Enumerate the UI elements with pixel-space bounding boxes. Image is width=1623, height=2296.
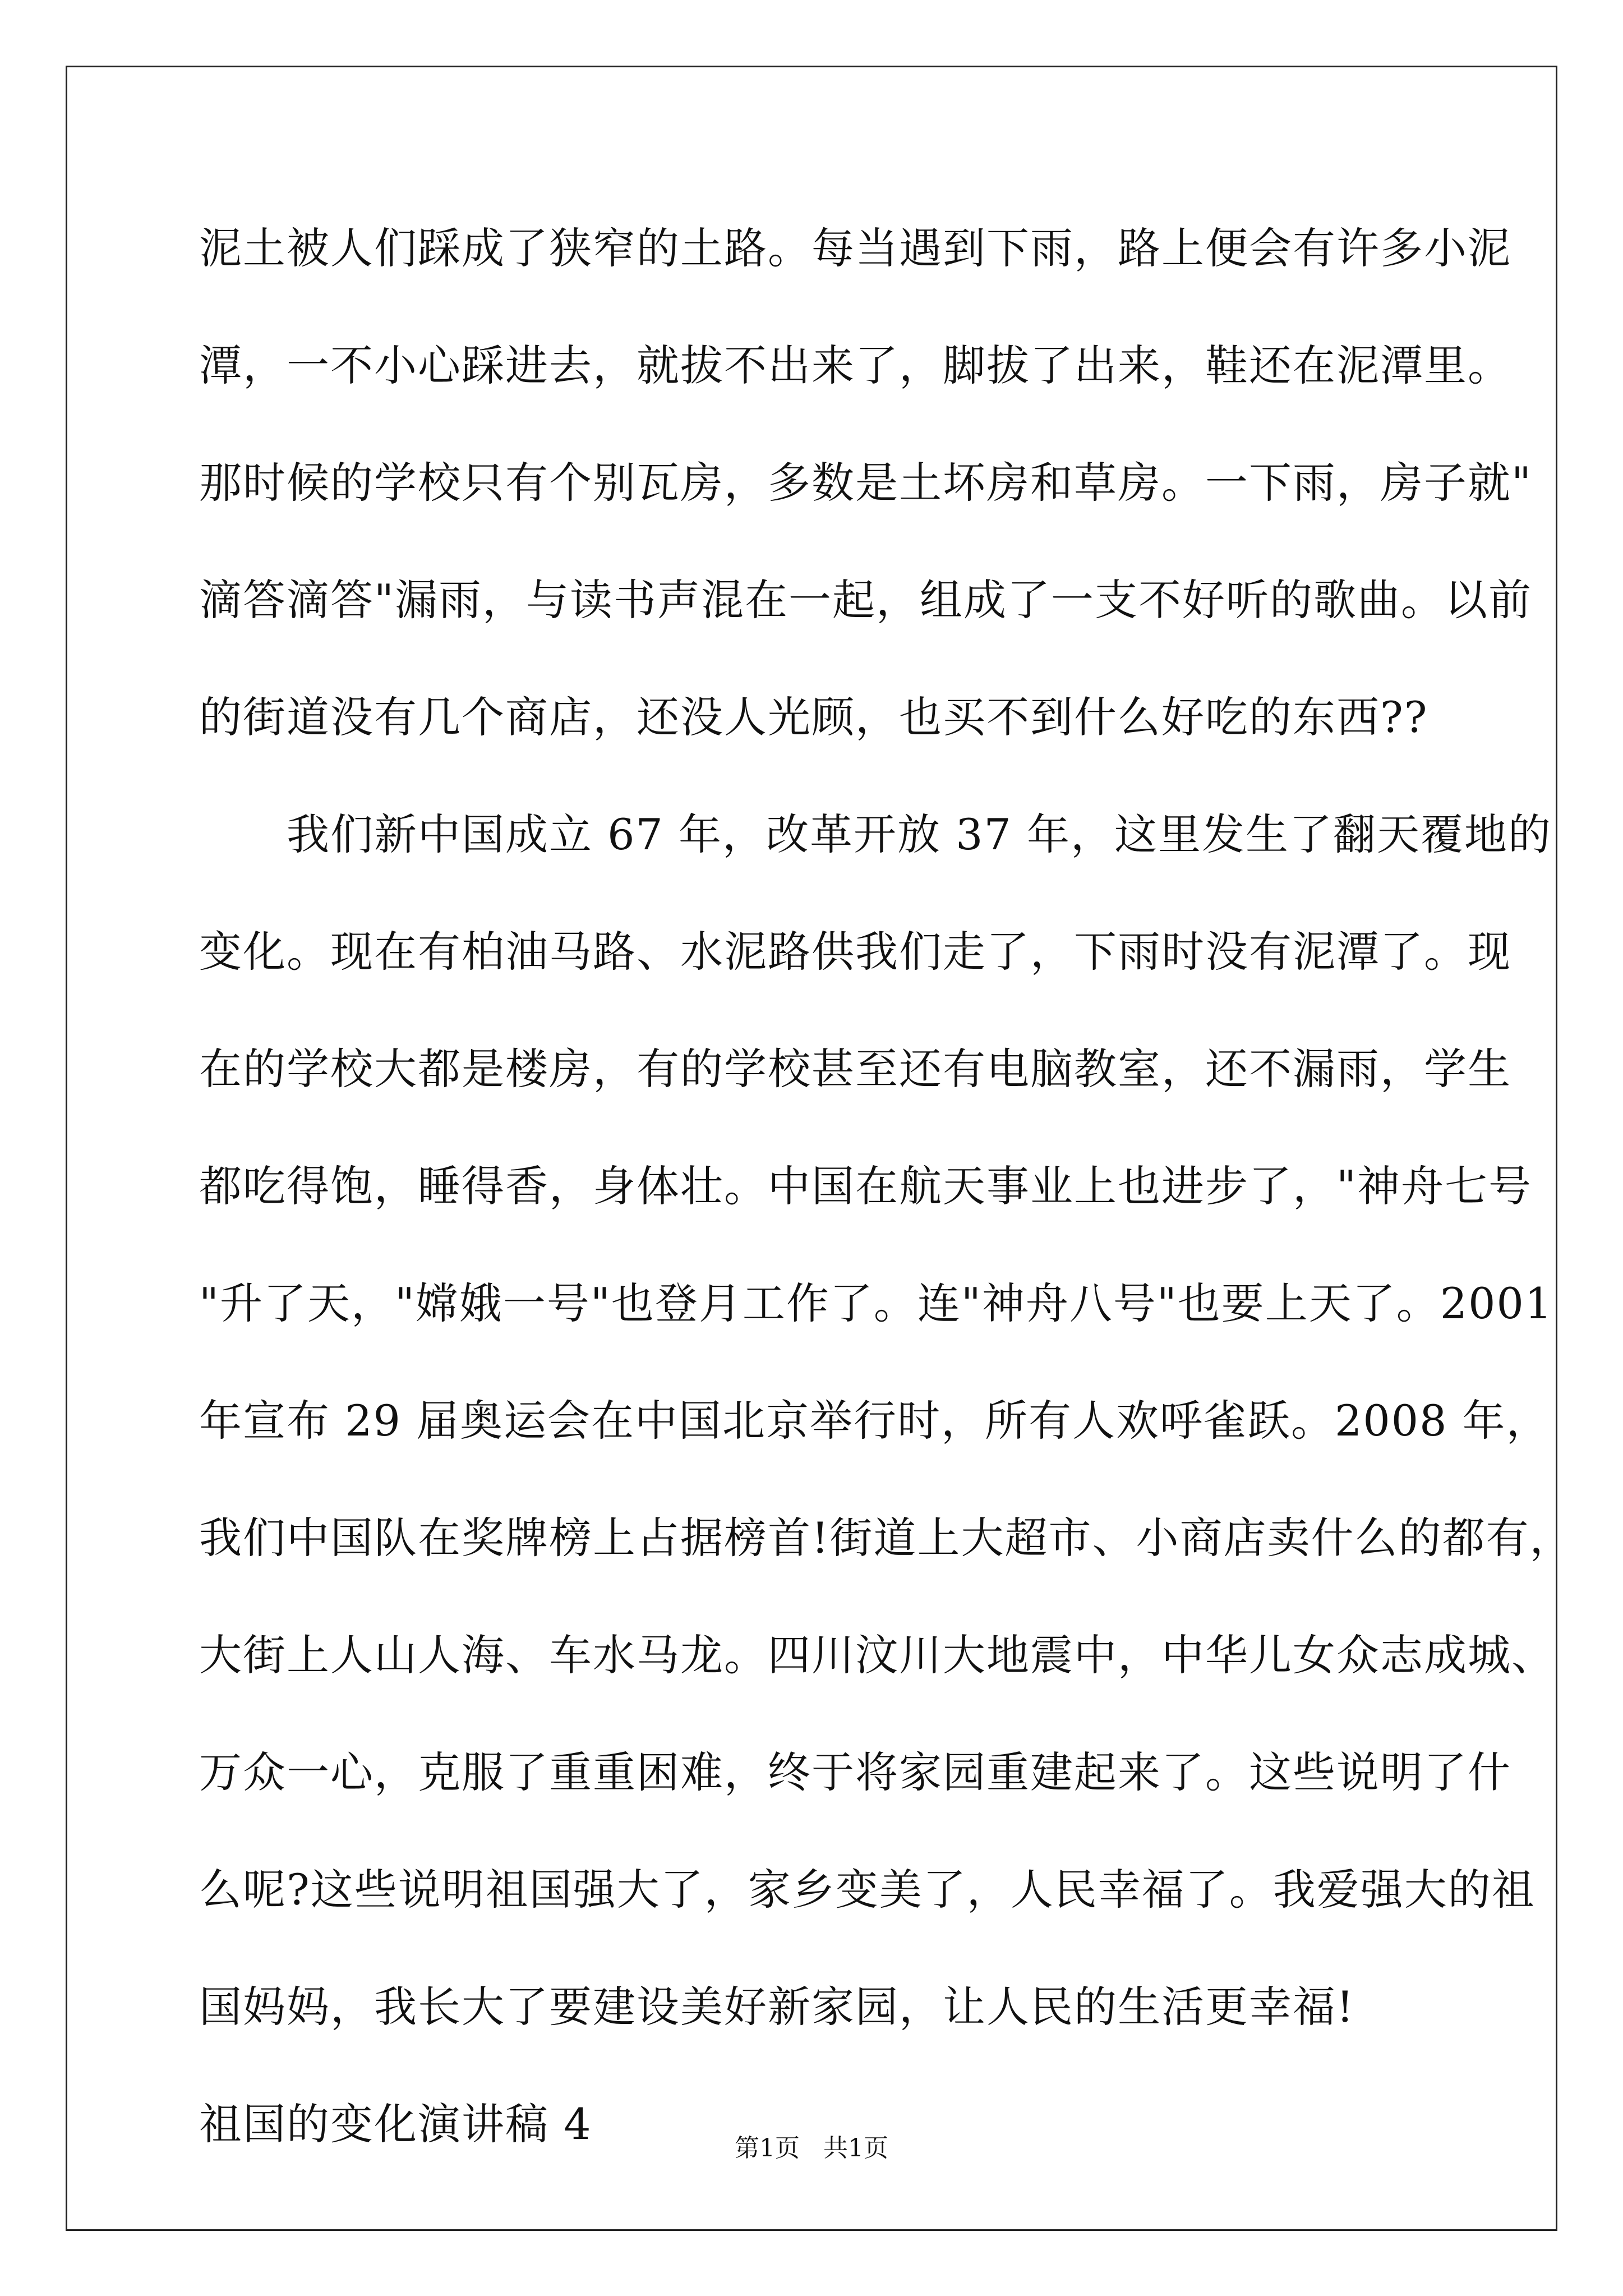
text-line: 我们中国队在奖牌榜上占据榜首!街道上大超市、小商店卖什么的都有，	[199, 1513, 1574, 1563]
page-footer: 第1页 共1页	[735, 2134, 888, 2162]
text-line: 大街上人山人海、车水马龙。四川汶川大地震中，中华儿女众志成城、	[199, 1630, 1555, 1680]
text-line: 年宣布 29 届奥运会在中国北京举行时，所有人欢呼雀跃。2008 年，	[199, 1396, 1550, 1446]
text-line: 滴答滴答"漏雨，与读书声混在一起，组成了一支不好听的歌曲。以前	[199, 575, 1532, 625]
text-line: 那时候的学校只有个别瓦房，多数是土坏房和草房。一下雨，房子就"	[199, 458, 1532, 508]
text-line: 万众一心，克服了重重困难，终于将家园重建起来了。这些说明了什	[199, 1747, 1511, 1797]
section-heading: 祖国的变化演讲稿 4	[199, 2099, 592, 2149]
text-line: 国妈妈，我长大了要建设美好新家园，让人民的生活更幸福!	[199, 1982, 1355, 2032]
text-line: "升了天，"嫦娥一号"也登月工作了。连"神舟八号"也要上天了。2001	[199, 1278, 1553, 1328]
text-line: 我们新中国成立 67 年，改革开放 37 年，这里发生了翻天覆地的	[199, 809, 1552, 859]
text-line: 都吃得饱，睡得香，身体壮。中国在航天事业上也进步了，"神舟七号	[199, 1161, 1532, 1211]
text-line: 的街道没有几个商店，还没人光顾，也买不到什么好吃的东西??	[199, 692, 1428, 742]
text-line: 在的学校大都是楼房，有的学校甚至还有电脑教室，还不漏雨，学生	[199, 1044, 1511, 1094]
text-line: 么呢?这些说明祖国强大了，家乡变美了，人民幸福了。我爱强大的祖	[199, 1865, 1536, 1915]
text-line: 潭，一不小心踩进去，就拔不出来了，脚拔了出来，鞋还在泥潭里。	[199, 341, 1511, 390]
text-line: 变化。现在有柏油马路、水泥路供我们走了，下雨时没有泥潭了。现	[199, 927, 1511, 977]
text-line: 泥土被人们踩成了狭窄的土路。每当遇到下雨，路上便会有许多小泥	[199, 223, 1511, 273]
